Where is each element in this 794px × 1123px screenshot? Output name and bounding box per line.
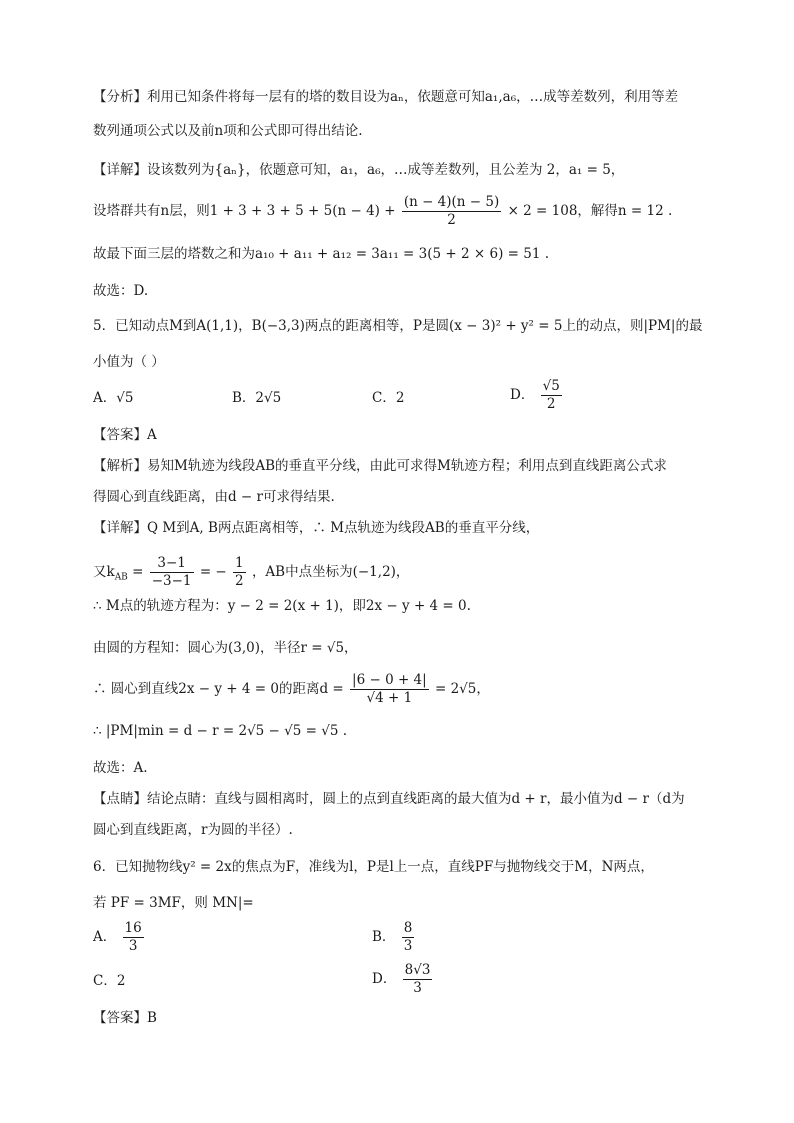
fraction-denominator: 2 [235, 573, 244, 589]
detail-b-line-4: 由圆的方程知：圆心为(3,0)，半径r = √5， [93, 640, 358, 656]
answer-line-2: 【答案】B [93, 1010, 157, 1026]
fraction-denominator: 3 [403, 938, 413, 954]
question-5-line-1: 5．已知动点M到A(1,1)，B(−3,3)两点的距离相等，P是圆(x − 3)² + y² = 5上的动点，则|PM|的最 [93, 318, 703, 334]
q5-option-c[interactable]: C．2 [372, 390, 405, 406]
distance-fraction [350, 672, 429, 707]
fraction-numerator: 16 [124, 920, 142, 936]
tip-line-1: 【点睛】结论点睛：直线与圆相离时，圆上的点到直线距离的最大值为d + r，最小值为d − r（d为 [93, 791, 685, 807]
fraction-numerator: (n − 4)(n − 5) [403, 194, 500, 210]
slope-symbol: 又k [93, 564, 115, 580]
q5-option-d-fraction [541, 378, 562, 413]
equals-negative: = − [195, 564, 227, 580]
analysis-line-1: 【分析】利用已知条件将每一层有的塔的数目设为aₙ，依题意可知a₁,a₆，…成等差数列，利用等差 [93, 89, 679, 105]
choice-line: 故选：A. [93, 760, 148, 776]
fraction-denominator: √4 + 1 [366, 690, 413, 706]
q5-option-a[interactable]: A．√5 [93, 390, 134, 406]
answer-choice-line: 故选：D. [93, 283, 149, 299]
fraction-numerator: 3−1 [150, 555, 194, 573]
q6-option-c[interactable]: C．2 [93, 973, 126, 989]
fraction-denominator: −3−1 [151, 573, 192, 589]
half-fraction [233, 555, 246, 590]
tip-line-2: 圆心到直线距离，r为圆的半径）. [93, 822, 293, 838]
q5-option-d-prefix: D． [510, 387, 535, 403]
q6-option-d[interactable] [372, 962, 434, 997]
fraction [402, 194, 501, 229]
detail-line-3: 故最下面三层的塔数之和为a₁₀ + a₁₁ + a₁₂ = 3a₁₁ = 3(5 + 2 × 6) = 51 . [93, 246, 549, 262]
fraction-numerator: 1 [235, 555, 244, 571]
detail-b-line-2 [93, 555, 409, 590]
detail-line-2-end: × 2 = 108，解得n = 12 . [507, 203, 673, 219]
detail-b-line-1: 【详解】Q M到A, B两点距离相等，∴ M点轨迹为线段AB的垂直平分线， [93, 520, 540, 536]
q6-option-a[interactable] [93, 920, 146, 955]
detail-line-2-start: 设塔群共有n层，则1 + 3 + 3 + 5 + 5(n − 4) + [93, 203, 396, 219]
q6-option-d-fraction [403, 962, 433, 997]
q5-option-b[interactable]: B．2√5 [232, 390, 282, 406]
detail-line-2 [93, 194, 672, 229]
solution-line-2: 得圆心到直线距离，由d − r可求得结果. [93, 489, 335, 505]
q6-option-d-prefix: D． [372, 971, 397, 987]
fraction-denominator: 2 [546, 396, 556, 412]
detail-b-line-6: ∴ |PM|min = d − r = 2√5 − √5 = √5 . [93, 723, 348, 739]
analysis-line-2: 数列通项公式以及前n项和公式即可得出结论. [93, 123, 363, 139]
slope-subscript: AB [114, 572, 128, 583]
q6-option-a-fraction [123, 920, 144, 955]
q6-option-b[interactable] [372, 920, 416, 955]
detail-b-line-3: ∴ M点的轨迹方程为：y − 2 = 2(x + 1)，即2x − y + 4 = 0. [93, 598, 471, 614]
fraction-numerator: √5 [542, 378, 560, 394]
distance-result: = 2√5， [434, 681, 490, 697]
slope-fraction [150, 555, 194, 590]
detail-line-1: 【详解】设该数列为{aₙ}，依题意可知，a₁，a₆，…成等差数列，且公差为 2，a₁ = 5， [93, 162, 625, 178]
fraction-denominator: 3 [128, 938, 138, 954]
q5-option-d[interactable] [510, 378, 564, 413]
q6-option-b-prefix: B． [372, 929, 396, 945]
distance-text: ∴ 圆心到直线2x − y + 4 = 0的距离d = [93, 681, 344, 697]
equals: = [127, 564, 148, 580]
detail-b-line-5 [93, 672, 490, 707]
fraction-numerator: 8√3 [404, 962, 431, 978]
fraction-numerator: |6 − 0 + 4| [352, 672, 427, 688]
midpoint-text: ，AB中点坐标为(−1,2)， [251, 564, 410, 580]
question-6-line-1: 6．已知抛物线y² = 2x的焦点为F，准线为l，P是l上一点，直线PF与抛物线交于M，N两点， [93, 859, 654, 875]
fraction-numerator: 8 [403, 920, 413, 936]
question-6-line-2: 若 PF = 3MF，则 MN|= [93, 895, 254, 911]
answer-line: 【答案】A [93, 427, 157, 443]
question-5-line-2: 小值为（ ） [93, 354, 165, 370]
solution-line-1: 【解析】易知M轨迹为线段AB的垂直平分线，由此可求得M轨迹方程；利用点到直线距离公式求 [93, 458, 667, 474]
fraction-denominator: 2 [447, 212, 456, 228]
q6-option-b-fraction [402, 920, 415, 955]
q6-option-a-prefix: A． [93, 929, 117, 945]
fraction-denominator: 3 [413, 980, 422, 996]
